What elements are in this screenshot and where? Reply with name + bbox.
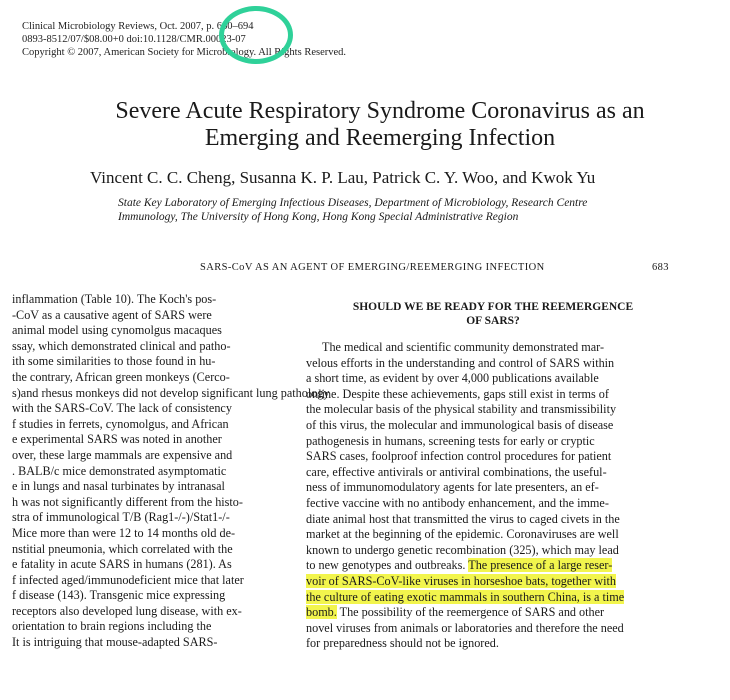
right-column-line (306, 574, 680, 590)
line-text: ness of immunomodulatory agents for late presenters, an ef- (306, 480, 599, 495)
journal-citation: Clinical Microbiology Reviews, Oct. 2007, p. 660–694 (22, 21, 254, 32)
line-text: diate animal host that transmitted the virus to caged civets in the (306, 511, 620, 526)
left-column-line: e in lungs and nasal turbinates by intranasal (12, 479, 225, 494)
left-column-line: f studies in ferrets, cynomolgus, and African (12, 416, 229, 431)
line-text: care, effective antivirals or antiviral combinations, the useful- (306, 464, 607, 479)
line-text: the molecular basis of the physical stability and transmissibility (306, 402, 617, 417)
title-line-1: Severe Acute Respiratory Syndrome Coronavirus as an (115, 98, 645, 124)
line-text: velous efforts in the understanding and control of SARS within (306, 355, 615, 370)
left-column-line: ith some similarities to those found in hu- (12, 354, 216, 369)
line-text: fective vaccine with no antibody enhancement, and the imme- (306, 495, 609, 510)
line-text: The medical and scientific community demonstrated mar- (322, 340, 605, 354)
right-column-line (306, 496, 680, 512)
right-column (306, 296, 680, 652)
left-column-line: f infected aged/immunodeficient mice that later (12, 572, 244, 587)
right-column-line (306, 590, 680, 606)
running-head-text: SARS-CoV AS AN AGENT OF EMERGING/REEMERGING INFECTION (200, 262, 545, 273)
line-text: for preparedness should not be ignored. (306, 636, 499, 651)
section-heading-line-1: SHOULD WE BE READY FOR THE REEMERGENCE (352, 301, 634, 313)
right-column-line (306, 512, 680, 528)
line-text: pathogenesis in humans, screening tests for early or cryptic (306, 433, 595, 448)
right-column-line (306, 465, 680, 481)
journal-copyright: Copyright © 2007, American Society for Microbiology. All Rights Reserved. (22, 47, 347, 58)
right-column-line (306, 387, 680, 403)
right-column-line (306, 636, 680, 652)
left-column-line: -CoV as a causative agent of SARS were (12, 307, 212, 322)
highlighted-text: bomb. (306, 605, 337, 620)
article-title (50, 98, 710, 152)
running-head (200, 262, 680, 273)
line-text-after: The possibility of the reemergence of SARS and other (336, 605, 605, 620)
line-text: SARS cases, foolproof infection control procedures for patient (306, 449, 612, 464)
left-column-line: . BALB/c mice demonstrated asymptomatic (12, 463, 227, 478)
left-column-line: the contrary, African green monkeys (Cerco- (12, 369, 230, 384)
right-column-line (306, 402, 680, 418)
line-text: online. Despite these achievements, gaps still exist in terms of (306, 386, 609, 401)
right-column-line (306, 418, 680, 434)
left-column-line: animal model using cynomolgus macaques (12, 323, 222, 338)
right-column-line (306, 621, 680, 637)
right-column-line (306, 371, 680, 387)
left-column-line: inflammation (Table 10). The Koch's pos- (12, 292, 217, 306)
right-column-line (306, 449, 680, 465)
affiliation-line-2: Immunology, The University of Hong Kong, Hong Kong Special Administrative Region (118, 211, 519, 223)
affiliation (118, 196, 718, 224)
line-text: novel viruses from animals or laboratories and therefore the need (306, 620, 624, 635)
right-column-line (306, 605, 680, 621)
left-column-line: with the SARS-CoV. The lack of consistency (12, 401, 232, 416)
journal-doi: 0893-8512/07/$08.00+0 doi:10.1128/CMR.00023-07 (22, 34, 246, 45)
right-column-line (306, 356, 680, 372)
right-column-line (306, 543, 680, 559)
highlighted-text: The presence of a large reser- (468, 558, 613, 573)
annotation-circle (219, 6, 293, 64)
author-list: Vincent C. C. Cheng, Susanna K. P. Lau, Patrick C. Y. Woo, and Kwok Yu (90, 168, 596, 187)
left-column-line: ssay, which demonstrated clinical and patho- (12, 338, 231, 353)
left-column-line: e fatality in acute SARS in humans (281). As (12, 557, 232, 572)
line-text: of this virus, the molecular and immunological basis of disease (306, 417, 614, 432)
title-line-2: Emerging and Reemerging Infection (204, 125, 556, 151)
left-column-line: nstitial pneumonia, which correlated with the (12, 541, 233, 556)
left-column-line: f disease (143). Transgenic mice expressing (12, 588, 226, 603)
left-column-line: s)and rhesus monkeys did not develop significant lung pathology (12, 385, 330, 400)
right-column-line (306, 558, 680, 574)
right-column-body (306, 340, 680, 652)
line-text: a short time, as evident by over 4,000 publications available (306, 371, 599, 386)
left-column-line: over, these large mammals are expensive and (12, 447, 233, 462)
line-text: to new genotypes and outbreaks. (306, 558, 469, 573)
left-column-line: h was not significantly different from the histo- (12, 494, 243, 509)
highlighted-text: voir of SARS-CoV-like viruses in horseshoe bats, together with (306, 573, 616, 588)
highlighted-text: the culture of eating exotic mammals in southern China, is a time (306, 589, 625, 604)
right-column-line (306, 527, 680, 543)
left-column-line: orientation to brain regions including the (12, 619, 212, 634)
right-column-line (306, 480, 680, 496)
section-heading-line-2: OF SARS? (466, 315, 520, 327)
affiliation-line-1: State Key Laboratory of Emerging Infectious Diseases, Department of Microbiology, Research Centre (118, 197, 588, 209)
left-column-line: e experimental SARS was noted in another (12, 432, 222, 447)
left-column-line: It is intriguing that mouse-adapted SARS- (12, 635, 218, 650)
right-column-line (306, 340, 680, 356)
line-text: known to undergo genetic recombination (325), which may lead (306, 542, 619, 557)
left-column-line: receptors also developed lung disease, with ex- (12, 603, 242, 618)
right-column-line (306, 434, 680, 450)
left-column-line: stra of immunological T/B (Rag1-/-)/Stat1-/- (12, 510, 230, 525)
section-heading (306, 300, 680, 328)
page-number: 683 (652, 262, 669, 273)
left-column-line: Mice more than were 12 to 14 months old de- (12, 525, 236, 540)
line-text: market at the beginning of the epidemic. Coronaviruses are well (306, 527, 619, 542)
